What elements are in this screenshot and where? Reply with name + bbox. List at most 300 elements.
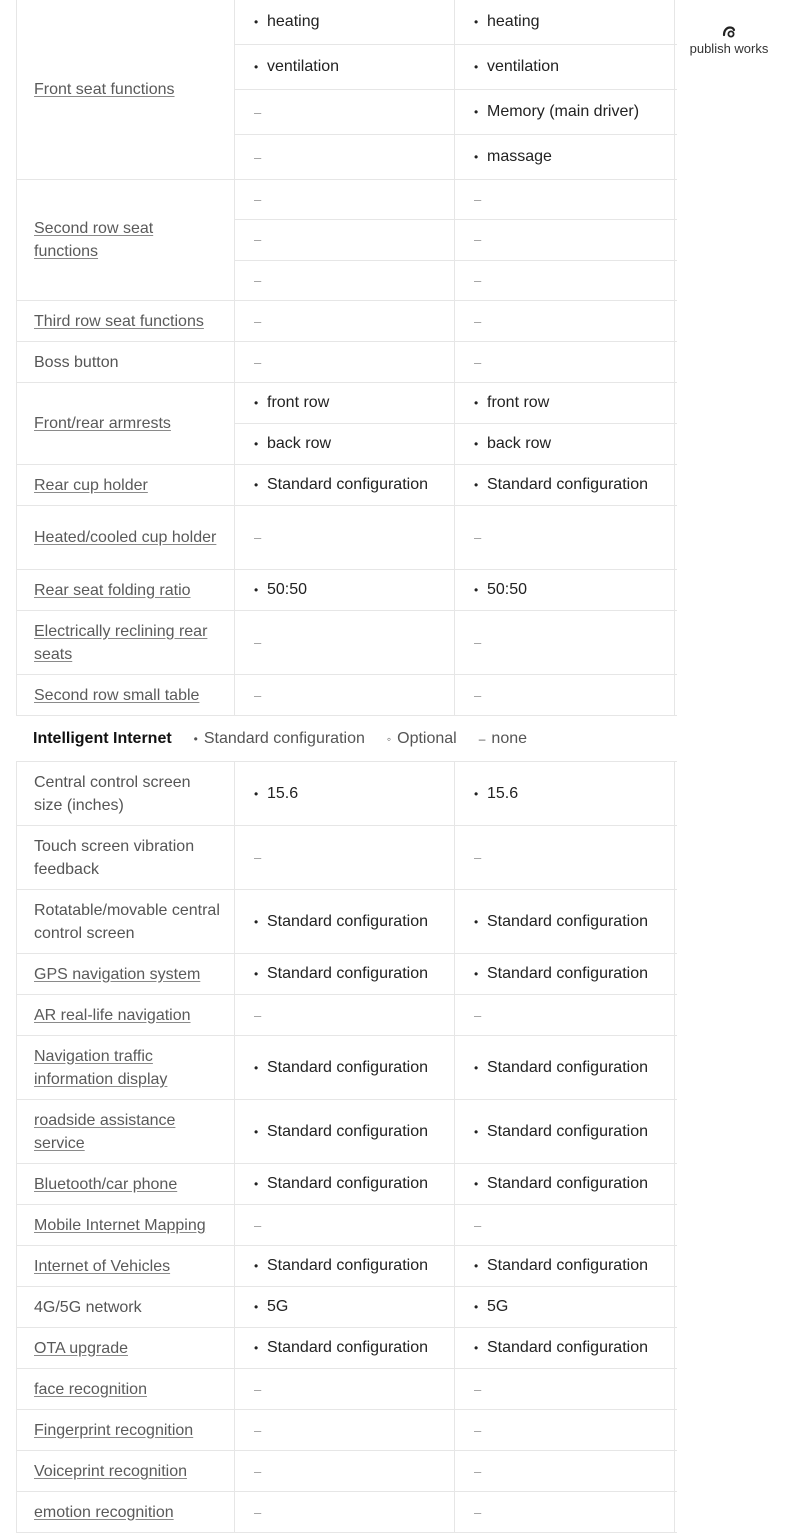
spec-value-cell-2 <box>455 762 675 825</box>
spec-row-ar-real-life-navigation <box>16 995 677 1036</box>
bullet-icon: • <box>474 478 479 492</box>
spec-value-text: Standard configuration <box>487 1122 648 1140</box>
none-dash: – <box>474 1463 482 1479</box>
spec-values <box>235 995 677 1035</box>
bullet-icon: • <box>474 786 479 801</box>
spec-values <box>235 762 677 825</box>
bullet-icon: • <box>474 967 479 981</box>
legend-standard <box>194 730 365 748</box>
spec-value-cell-1 <box>235 383 455 423</box>
spec-row-navigation-traffic-information-display <box>16 1036 677 1100</box>
spec-value-text: heating <box>487 13 540 30</box>
spec-value-line <box>235 1164 677 1204</box>
spec-value-line <box>235 383 677 423</box>
spec-value-text: front row <box>487 394 550 411</box>
spec-value-text: 15.6 <box>267 784 299 802</box>
none-dash: – <box>254 1463 262 1479</box>
spec-value-text: front row <box>267 394 330 411</box>
bullet-icon: • <box>254 1060 259 1075</box>
none-dash: – <box>474 635 482 650</box>
none-dash: – <box>254 232 262 248</box>
none-dash: – <box>254 530 262 545</box>
spec-value-line <box>235 301 677 341</box>
none-dash: – <box>254 192 262 208</box>
spec-row-mobile-internet-mapping <box>16 1205 677 1246</box>
spec-row-voiceprint-recognition <box>16 1451 677 1492</box>
spec-value-cell-2 <box>455 570 675 610</box>
none-dash: – <box>254 149 262 165</box>
none-dash: – <box>254 1422 262 1438</box>
spec-name-link[interactable]: OTA upgrade <box>34 1339 128 1357</box>
none-dash: – <box>254 1007 262 1023</box>
spec-value-line <box>235 826 677 889</box>
spec-values <box>235 890 677 953</box>
spec-value-cell-2 <box>455 954 675 994</box>
spec-row-third-row-seat-functions <box>16 301 677 342</box>
none-dash: – <box>474 313 482 329</box>
spec-name-label: Rotatable/movable central control screen <box>34 901 220 942</box>
spec-values <box>235 1451 677 1491</box>
spec-name-cell <box>16 890 235 953</box>
spec-value-line <box>235 1410 677 1450</box>
spec-row-heated-cooled-cup-holder <box>16 506 677 570</box>
spec-name-link[interactable]: Front/rear armrests <box>34 415 171 432</box>
spec-value-cell-2 <box>455 995 675 1035</box>
spec-name-label: Boss button <box>34 353 119 371</box>
spec-row-second-row-seat-functions <box>16 180 677 301</box>
spec-value-line <box>235 1100 677 1163</box>
spec-value-text: ventilation <box>487 58 560 75</box>
spec-value-cell-2 <box>455 383 675 423</box>
bullet-icon: • <box>474 1259 479 1273</box>
bullet-icon: • <box>474 105 479 119</box>
spec-values <box>235 1287 677 1327</box>
legend-standard-symbol: • <box>193 731 198 746</box>
spec-row-second-row-small-table <box>16 675 677 716</box>
spec-value-text: Standard configuration <box>267 476 428 493</box>
spec-values <box>235 675 677 715</box>
spec-name-cell <box>16 762 235 825</box>
spec-row-rear-seat-folding-ratio <box>16 570 677 611</box>
spec-value-cell-1 <box>235 1100 455 1163</box>
none-dash: – <box>254 687 262 703</box>
spec-name-cell <box>16 1287 235 1327</box>
none-dash: – <box>474 272 482 288</box>
spec-value-cell-1 <box>235 1328 455 1368</box>
spec-value-cell-1 <box>235 954 455 994</box>
bullet-icon: • <box>254 1341 259 1355</box>
spec-value-cell-1 <box>235 180 455 219</box>
spec-name-cell <box>16 1328 235 1368</box>
spec-name-cell <box>16 1036 235 1099</box>
spec-values <box>235 0 677 179</box>
spec-name-cell <box>16 301 235 341</box>
spec-value-cell-1 <box>235 1036 455 1099</box>
spec-name-link[interactable]: face recognition <box>34 1380 147 1398</box>
spec-value-line <box>235 465 677 505</box>
spec-value-text: 15.6 <box>487 784 519 802</box>
spec-value-line <box>235 1205 677 1245</box>
legend-optional <box>387 730 457 748</box>
spec-row-emotion-recognition <box>16 1492 677 1533</box>
spec-row-boss-button <box>16 342 677 383</box>
spec-name-label: Touch screen vibration feedback <box>34 837 195 878</box>
bullet-icon: • <box>254 786 259 801</box>
spec-value-line <box>235 1036 677 1099</box>
spec-value-cell-1 <box>235 611 455 674</box>
spec-value-text: Standard configuration <box>267 1058 428 1076</box>
spec-values <box>235 1410 677 1450</box>
none-dash: – <box>474 530 482 545</box>
internet-rows <box>16 762 677 1533</box>
spec-value-line <box>235 611 677 674</box>
none-dash: – <box>474 1381 482 1397</box>
legend-none-symbol: – <box>478 731 486 746</box>
publish-label: publish works <box>689 41 769 56</box>
bullet-icon: • <box>254 1300 259 1314</box>
spec-value-line <box>235 1451 677 1491</box>
bullet-icon: • <box>254 1124 259 1139</box>
bullet-icon: • <box>474 396 479 410</box>
bullet-icon: • <box>474 1124 479 1139</box>
spec-value-cell-1 <box>235 570 455 610</box>
spec-value-text: Standard configuration <box>487 965 648 982</box>
legend-optional-symbol: ◦ <box>386 731 392 746</box>
spec-name-cell <box>16 1369 235 1409</box>
bullet-icon: • <box>254 967 259 981</box>
spec-value-cell-2 <box>455 1287 675 1327</box>
spec-value-line <box>235 954 677 994</box>
none-dash: – <box>474 1504 482 1520</box>
spec-value-text: massage <box>487 148 552 165</box>
spec-values <box>235 570 677 610</box>
spec-value-line <box>235 890 677 953</box>
spec-value-cell-1 <box>235 506 455 569</box>
spec-name-cell <box>16 1205 235 1245</box>
spec-value-cell-2 <box>455 890 675 953</box>
spec-value-cell-1 <box>235 1451 455 1491</box>
spec-value-cell-2 <box>455 826 675 889</box>
spec-value-text: heating <box>267 13 320 30</box>
spec-name-link[interactable]: Third row seat functions <box>34 312 204 330</box>
bullet-icon: • <box>474 437 479 451</box>
none-dash: – <box>254 354 262 370</box>
spec-value-text: back row <box>487 435 552 452</box>
none-dash: – <box>254 850 262 865</box>
spec-row-bluetooth-car-phone <box>16 1164 677 1205</box>
spec-value-text: back row <box>267 435 332 452</box>
spec-name-link[interactable]: Internet of Vehicles <box>34 1257 171 1275</box>
spec-name-link[interactable]: AR real-life navigation <box>34 1006 191 1024</box>
spec-value-cell-1 <box>235 1287 455 1327</box>
spec-value-text: Standard configuration <box>267 1339 428 1356</box>
spec-name-cell <box>16 180 235 300</box>
publish-icon <box>722 26 736 38</box>
none-dash: – <box>474 850 482 865</box>
none-dash: – <box>474 232 482 248</box>
spec-values <box>235 1205 677 1245</box>
spec-value-cell-2 <box>455 45 675 89</box>
section-title: Intelligent Internet <box>33 729 172 747</box>
spec-value-line <box>235 423 677 464</box>
spec-value-line <box>235 506 677 569</box>
none-dash: – <box>254 635 262 650</box>
spec-value-line <box>235 342 677 382</box>
spec-value-cell-2 <box>455 1205 675 1245</box>
bullet-icon: • <box>474 1060 479 1075</box>
bullet-icon: • <box>474 15 479 29</box>
spec-values <box>235 506 677 569</box>
spec-value-text: Standard configuration <box>487 476 648 493</box>
spec-value-line <box>235 762 677 825</box>
spec-value-cell-2 <box>455 1451 675 1491</box>
spec-name-link[interactable]: Bluetooth/car phone <box>34 1175 178 1193</box>
spec-value-line <box>235 180 677 219</box>
spec-value-cell-1 <box>235 261 455 300</box>
spec-name-link[interactable]: Navigation traffic information display <box>34 1047 168 1088</box>
spec-name-link[interactable]: Front seat functions <box>34 81 175 98</box>
none-dash: – <box>474 192 482 208</box>
spec-values <box>235 1246 677 1286</box>
spec-value-line <box>235 134 677 179</box>
spec-value-text: 50:50 <box>267 581 308 598</box>
spec-value-line <box>235 1369 677 1409</box>
spec-value-cell-1 <box>235 1246 455 1286</box>
spec-values <box>235 1492 677 1532</box>
spec-value-cell-2 <box>455 180 675 219</box>
legend-none <box>479 730 527 748</box>
spec-values <box>235 1164 677 1204</box>
spec-value-cell-2 <box>455 1328 675 1368</box>
spec-value-line <box>235 44 677 89</box>
spec-name-cell <box>16 1410 235 1450</box>
bullet-icon: • <box>254 15 259 29</box>
spec-value-cell-2 <box>455 506 675 569</box>
seats-rows <box>16 0 677 716</box>
spec-values <box>235 826 677 889</box>
spec-value-cell-2 <box>455 301 675 341</box>
spec-value-line <box>235 1492 677 1532</box>
spec-value-cell-1 <box>235 675 455 715</box>
spec-name-cell <box>16 342 235 382</box>
bullet-icon: • <box>474 1341 479 1355</box>
spec-values <box>235 301 677 341</box>
none-dash: – <box>254 272 262 288</box>
spec-value-text: 5G <box>487 1298 509 1315</box>
spec-value-text: Standard configuration <box>267 912 428 930</box>
spec-row-electrically-reclining-rear-seats <box>16 611 677 675</box>
spec-value-cell-1 <box>235 301 455 341</box>
spec-value-text: Standard configuration <box>267 1175 428 1192</box>
spec-row-central-control-screen-size-inches <box>16 762 677 826</box>
spec-name-cell <box>16 1492 235 1532</box>
spec-value-cell-1 <box>235 1492 455 1532</box>
bullet-icon: • <box>474 914 479 929</box>
bullet-icon: • <box>254 437 259 451</box>
spec-name-cell <box>16 1246 235 1286</box>
spec-row-roadside-assistance-service <box>16 1100 677 1164</box>
spec-value-cell-1 <box>235 995 455 1035</box>
spec-values <box>235 611 677 674</box>
spec-name-link[interactable]: Second row small table <box>34 686 200 704</box>
spec-value-line <box>235 1246 677 1286</box>
spec-value-cell-1 <box>235 135 455 179</box>
spec-row-4g-5g-network <box>16 1287 677 1328</box>
spec-name-cell <box>16 675 235 715</box>
spec-name-link[interactable]: Rear seat folding ratio <box>34 581 191 599</box>
spec-value-cell-1 <box>235 424 455 464</box>
spec-name-cell <box>16 570 235 610</box>
spec-value-cell-1 <box>235 890 455 953</box>
spec-value-line <box>235 260 677 300</box>
spec-value-text: Memory (main driver) <box>487 103 640 120</box>
spec-row-rear-cup-holder <box>16 465 677 506</box>
spec-values <box>235 383 677 464</box>
spec-value-text: 5G <box>267 1298 289 1315</box>
spec-name-cell <box>16 0 235 179</box>
spec-value-line <box>235 1287 677 1327</box>
spec-name-link[interactable]: emotion recognition <box>34 1503 174 1521</box>
spec-value-line <box>235 675 677 715</box>
spec-name-cell <box>16 506 235 569</box>
spec-value-cell-1 <box>235 342 455 382</box>
spec-name-cell <box>16 1164 235 1204</box>
spec-value-cell-1 <box>235 762 455 825</box>
spec-name-cell <box>16 826 235 889</box>
spec-value-cell-2 <box>455 1492 675 1532</box>
spec-value-cell-2 <box>455 611 675 674</box>
spec-value-text: Standard configuration <box>267 1122 428 1140</box>
spec-value-cell-1 <box>235 1369 455 1409</box>
spec-value-cell-1 <box>235 1164 455 1204</box>
bullet-icon: • <box>474 1300 479 1314</box>
spec-value-cell-2 <box>455 1164 675 1204</box>
spec-name-cell <box>16 1100 235 1163</box>
spec-values <box>235 1328 677 1368</box>
bullet-icon: • <box>254 396 259 410</box>
spec-value-text: ventilation <box>267 58 340 75</box>
spec-row-rotatable-movable-central-control-screen <box>16 890 677 954</box>
none-dash: – <box>474 354 482 370</box>
spec-value-line <box>235 0 677 44</box>
spec-value-line <box>235 89 677 134</box>
spec-value-cell-2 <box>455 1369 675 1409</box>
none-dash: – <box>254 1504 262 1520</box>
spec-value-text: Standard configuration <box>267 965 428 982</box>
spec-value-cell-1 <box>235 220 455 259</box>
spec-row-face-recognition <box>16 1369 677 1410</box>
spec-row-gps-navigation-system <box>16 954 677 995</box>
spec-value-cell-2 <box>455 675 675 715</box>
none-dash: – <box>254 313 262 329</box>
none-dash: – <box>474 1007 482 1023</box>
none-dash: – <box>254 1381 262 1397</box>
spec-value-cell-2 <box>455 465 675 505</box>
legend-optional-label: Optional <box>397 729 457 747</box>
spec-value-cell-2 <box>455 90 675 134</box>
spec-name-link[interactable]: Second row seat functions <box>34 220 154 260</box>
bullet-icon: • <box>254 60 259 74</box>
none-dash: – <box>254 1217 262 1233</box>
spec-value-line <box>235 995 677 1035</box>
publish-works-button[interactable] <box>680 26 778 56</box>
spec-name-cell <box>16 995 235 1035</box>
spec-table <box>16 0 677 1533</box>
spec-row-touch-screen-vibration-feedback <box>16 826 677 890</box>
spec-row-ota-upgrade <box>16 1328 677 1369</box>
spec-value-cell-2 <box>455 1036 675 1099</box>
bullet-icon: • <box>474 60 479 74</box>
spec-name-cell <box>16 611 235 674</box>
none-dash: – <box>474 1422 482 1438</box>
spec-value-cell-1 <box>235 45 455 89</box>
spec-value-text: 50:50 <box>487 581 528 598</box>
spec-values <box>235 342 677 382</box>
spec-values <box>235 1369 677 1409</box>
spec-value-cell-2 <box>455 1246 675 1286</box>
spec-name-link[interactable]: roadside assistance service <box>34 1111 176 1152</box>
spec-name-cell <box>16 1451 235 1491</box>
legend-none-label: none <box>491 729 528 747</box>
spec-value-text: Standard configuration <box>487 1058 648 1076</box>
spec-name-cell <box>16 465 235 505</box>
spec-value-cell-2 <box>455 220 675 259</box>
spec-value-cell-2 <box>455 1410 675 1450</box>
spec-name-label: Central control screen size (inches) <box>34 773 191 814</box>
spec-value-cell-2 <box>455 1100 675 1163</box>
bullet-icon: • <box>474 583 479 597</box>
spec-values <box>235 1100 677 1163</box>
spec-value-text: Standard configuration <box>487 912 648 930</box>
bullet-icon: • <box>254 914 259 929</box>
spec-name-link[interactable]: Electrically reclining rear seats <box>34 622 208 663</box>
spec-row-internet-of-vehicles <box>16 1246 677 1287</box>
bullet-icon: • <box>474 150 479 164</box>
spec-value-text: Standard configuration <box>487 1257 648 1274</box>
spec-row-front-rear-armrests <box>16 383 677 465</box>
legend-standard-label: Standard configuration <box>203 729 365 747</box>
none-dash: – <box>254 104 262 120</box>
bullet-icon: • <box>254 1177 259 1191</box>
none-dash: – <box>474 687 482 703</box>
spec-values <box>235 954 677 994</box>
bullet-icon: • <box>254 583 259 597</box>
spec-name-link[interactable]: GPS navigation system <box>34 965 201 983</box>
spec-name-label: 4G/5G network <box>34 1298 142 1316</box>
spec-values <box>235 1036 677 1099</box>
spec-value-cell-1 <box>235 826 455 889</box>
spec-value-cell-1 <box>235 0 455 44</box>
spec-value-cell-2 <box>455 261 675 300</box>
spec-name-link[interactable]: Rear cup holder <box>34 476 148 494</box>
spec-value-line <box>235 570 677 610</box>
spec-value-line <box>235 1328 677 1368</box>
spec-value-text: Standard configuration <box>487 1339 648 1356</box>
spec-values <box>235 180 677 300</box>
spec-row-fingerprint-recognition <box>16 1410 677 1451</box>
spec-values <box>235 465 677 505</box>
spec-name-link[interactable]: Heated/cooled cup holder <box>34 529 217 546</box>
bullet-icon: • <box>254 478 259 492</box>
spec-value-cell-1 <box>235 90 455 134</box>
spec-name-link[interactable]: Voiceprint recognition <box>34 1462 187 1480</box>
spec-name-cell <box>16 954 235 994</box>
spec-value-cell-1 <box>235 1205 455 1245</box>
spec-name-link[interactable]: Fingerprint recognition <box>34 1421 194 1439</box>
spec-name-link[interactable]: Mobile Internet Mapping <box>34 1216 206 1234</box>
spec-row-front-seat-functions <box>16 0 677 180</box>
spec-value-text: Standard configuration <box>487 1175 648 1192</box>
